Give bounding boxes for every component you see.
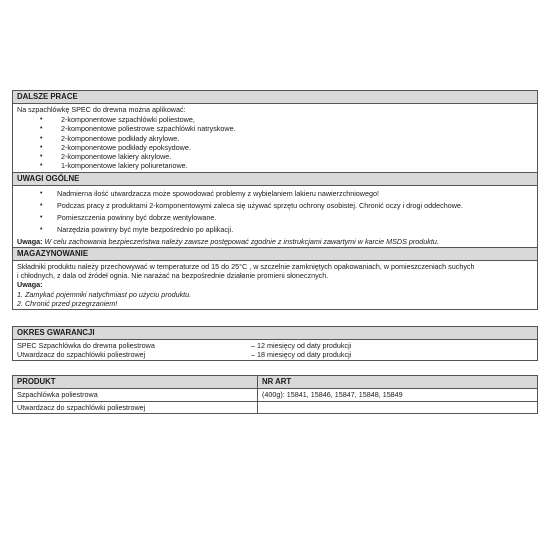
warranty-body [13,339,538,360]
magazynowanie-body [13,260,538,309]
table-row [17,350,533,359]
magazynowanie-line-2: i chłodnych, z dala od źródeł ognia. Nie narażać na bezpośrednie działanie promieni słonecznych. [17,271,329,281]
product-name: Szpachlówka poliestrowa [13,389,258,401]
table-row [17,341,533,350]
warranty-rows [17,341,533,359]
uwagi-note [17,237,533,246]
uwagi-ogolne-heading: UWAGI OGÓLNE [13,173,538,186]
warranty-period: – 12 miesięcy od daty produkcji [251,340,352,350]
article-numbers: (400g): 15841, 15846, 15847, 15848, 15849 [258,389,538,401]
magazynowanie-line-1: Składniki produktu należy przechowywać w temperaturze od 15 do 25°C , w szczelnie zamkniętych opakowaniach, w pomieszczeniach suchych [17,261,475,271]
uwagi-ogolne-body [13,186,538,248]
sections-table [12,90,538,310]
warranty-heading: OKRES GWARANCJI [13,326,538,339]
dalsze-prace-body [13,104,538,173]
datasheet-page [12,90,538,414]
uwagi-note-label: Uwaga: [17,236,43,246]
uwagi-ogolne-list [17,189,533,233]
list-item: • Podczas pracy z produktami 2-komponentowymi zaleca się używać sprzętu ochrony osobistej. Chronić oczy i drogi oddechowe. [57,201,533,210]
magazynowanie-uwaga-item: 2. Chronić przed przegrzaniem! [17,298,118,308]
warranty-period: – 18 miesięcy od daty produkcji [251,350,352,360]
product-name: Utwardzacz do szpachlówki poliestrowej [13,401,258,413]
list-item: • 1-komponentowe lakiery poliuretanowe. [61,161,533,170]
warranty-table [12,326,538,361]
article-number-column-header: NR ART [258,376,538,389]
list-item: • 2-komponentowe lakiery akrylowe. [61,152,533,161]
dalsze-prace-heading: DALSZE PRACE [13,91,538,104]
list-item: • 2-komponentowe poliestrowe szpachlówki natryskowe. [61,124,533,133]
article-numbers [258,401,538,413]
list-item: • 2-komponentowe podkłady epoksydowe. [61,143,533,152]
list-item: • Nadmierna ilość utwardzacza może spowodować problemy z wybielaniem lakieru nawierzchniowego! [57,189,533,198]
dalsze-prace-list [17,115,533,170]
dalsze-prace-intro: Na szpachlówkę SPEC do drewna można aplikować: [17,105,186,114]
warranty-product: SPEC Szpachlówka do drewna poliestrowa [17,340,155,350]
magazynowanie-uwaga-item: 1. Zamykać pojemniki natychmiast po użyciu produktu. [17,289,192,299]
list-item: • Narzędzia powinny być myte bezpośrednio po aplikacji. [57,225,533,234]
table-row [13,401,538,413]
product-column-header: PRODUKT [13,376,258,389]
product-table [12,375,538,413]
table-row [13,389,538,401]
uwagi-note-text: W celu zachowania bezpieczeństwa należy zawsze postępować zgodnie z instrukcjami zawartymi w karcie MSDS produktu. [42,236,439,246]
magazynowanie-heading: MAGAZYNOWANIE [13,247,538,260]
warranty-product: Utwardzacz do szpachlówki poliestrowej [17,350,146,360]
magazynowanie-uwaga-label: Uwaga: [17,280,43,290]
list-item: • 2-komponentowe podkłady akrylowe. [61,134,533,143]
list-item: • 2-komponentowe szpachlówki poliestowe, [61,115,533,124]
list-item: • Pomieszczenia powinny być dobrze wentylowane. [57,213,533,222]
